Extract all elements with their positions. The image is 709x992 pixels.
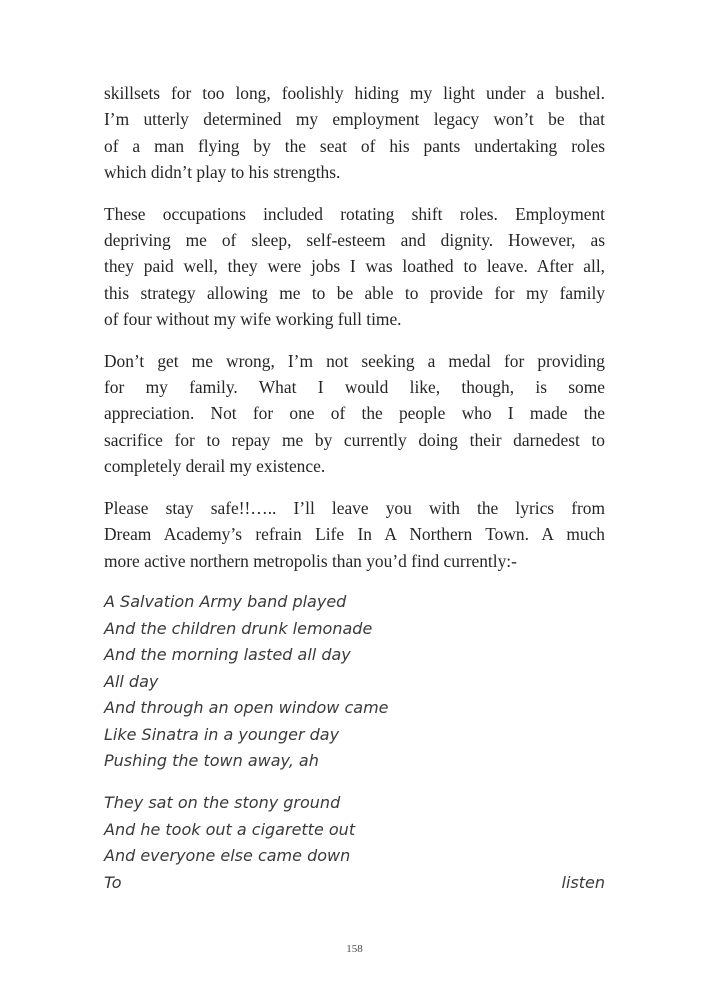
text-line: I’m utterly determined my employment legacy won’t be that bbox=[104, 109, 605, 130]
page-number: 158 bbox=[346, 943, 363, 955]
text-line: of four without my wife working full time. bbox=[104, 309, 402, 330]
text-line: they paid well, they were jobs I was loathed to leave. After all, bbox=[104, 256, 605, 277]
text-line: sacrifice for to repay me by currently doing their darnedest to bbox=[104, 429, 605, 450]
page-body bbox=[104, 80, 605, 911]
lyrics-verse-2 bbox=[104, 790, 605, 896]
lyric-line: Like Sinatra in a younger day bbox=[104, 724, 340, 744]
text-line: skillsets for too long, foolishly hiding my light under a bushel. bbox=[104, 83, 605, 103]
text-line: more active northern metropolis than you’d find currently:- bbox=[104, 550, 517, 571]
lyric-line: And through an open window came bbox=[104, 698, 389, 718]
paragraph-1 bbox=[104, 80, 605, 186]
text-line: of a man flying by the seat of his pants undertaking roles bbox=[104, 135, 605, 156]
text-line: appreciation. Not for one of the people who I made the bbox=[104, 403, 605, 424]
lyric-line: And he took out a cigarette out bbox=[104, 819, 356, 839]
lyric-line: They sat on the stony ground bbox=[104, 793, 341, 813]
text-line: Please stay safe!!….. I’ll leave you with the lyrics from bbox=[104, 497, 605, 518]
paragraph-2 bbox=[104, 201, 605, 333]
lyric-line: All day bbox=[104, 671, 159, 691]
lyric-line: And everyone else came down bbox=[104, 846, 351, 866]
lyric-word-right: listen bbox=[561, 872, 605, 892]
text-line: Dream Academy’s refrain Life In A Northern Town. A much bbox=[104, 524, 605, 545]
lyric-line: And the children drunk lemonade bbox=[104, 618, 373, 638]
text-line: These occupations included rotating shift roles. Employment bbox=[104, 203, 605, 224]
text-line: depriving me of sleep, self-esteem and dignity. However, as bbox=[104, 230, 605, 251]
lyric-word-left: To bbox=[104, 872, 122, 892]
paragraph-3 bbox=[104, 348, 605, 480]
text-line: which didn’t play to his strengths. bbox=[104, 162, 341, 183]
text-line: for my family. What I would like, though, is some bbox=[104, 377, 605, 398]
text-line: Don’t get me wrong, I’m not seeking a medal for providing bbox=[104, 350, 605, 371]
lyric-line-justified bbox=[104, 870, 605, 897]
paragraph-4 bbox=[104, 495, 605, 574]
lyric-line: Pushing the town away, ah bbox=[104, 751, 319, 771]
lyric-line: And the morning lasted all day bbox=[104, 645, 351, 665]
text-line: this strategy allowing me to be able to provide for my family bbox=[104, 282, 605, 303]
text-line: completely derail my existence. bbox=[104, 456, 326, 477]
lyric-line: A Salvation Army band played bbox=[104, 591, 347, 611]
lyrics-verse-1 bbox=[104, 589, 605, 775]
